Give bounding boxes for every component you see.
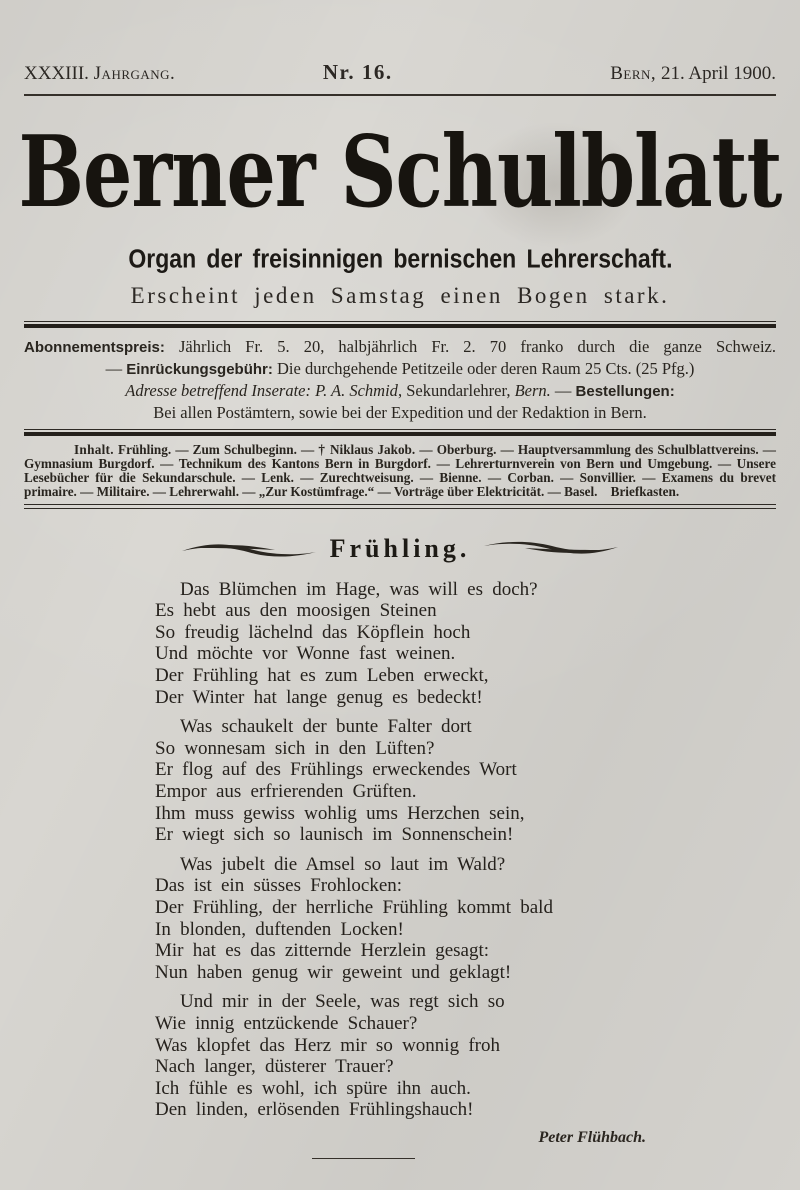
- orders-label: Bestellungen:: [575, 383, 675, 400]
- volume-word: Jahrgang.: [93, 63, 176, 84]
- dash: —: [554, 381, 572, 400]
- rule-thin: [24, 429, 776, 430]
- toc-entries: Frühling. — Zum Schulbeginn. — † Niklaus Jakob. — Oberburg. — Hauptversammlung des Schulblattvereins. — Gymnasium Burgdorf. — Technikum des Kantons Bern in Burgdorf. — Lehrerturnverein von Bern und Umgebung. — Unsere Lesebücher für die Sekundarschule. — Lenk. — Zurechtweisung. — Bienne. — Corban. — Sonvillier. — Examens du brevet primaire. — Militaire. — Lehrerwahl. — „Zur Kostümfrage.“ — Vorträge über Elektricität. — Basel. Briefkasten.: [24, 442, 776, 499]
- poem-line: Nach langer, düsterer Trauer?: [155, 1056, 394, 1078]
- imprint-line-subscription: [24, 336, 776, 358]
- divider-thin-thick-mid: [24, 429, 776, 436]
- editor-role: , Sekundarlehrer,: [397, 381, 511, 400]
- issue-header-row: [24, 60, 776, 85]
- rule-thin: [24, 508, 776, 509]
- insertion-fee-label: Einrückungsgebühr:: [126, 361, 273, 378]
- volume-number: XXXIII.: [24, 63, 89, 84]
- dateline: [610, 63, 776, 85]
- masthead-subtitle-wrap: [24, 246, 776, 274]
- subscription-price-label: Abonnementspreis:: [24, 339, 165, 356]
- poem-stanza-2: [155, 716, 776, 846]
- dash: —: [105, 359, 123, 378]
- poem-stanza-3: [155, 854, 776, 984]
- insertion-fee-text: Die durchgehende Petitzeile oder deren Raum 25 Cts. (25 Pfg.): [277, 359, 695, 378]
- masthead: [18, 106, 782, 238]
- poem-line: Was schaukelt der bunte Falter dort: [180, 716, 472, 738]
- publication-tagline: Erscheint jeden Samstag einen Bogen stark.: [130, 283, 670, 308]
- poem-stanza-4: [155, 991, 776, 1121]
- rule-thin: [24, 321, 776, 322]
- header-rule: [24, 94, 776, 96]
- poem-line: Wie innig entzückende Schauer?: [155, 1012, 418, 1034]
- poem-line: Empor aus erfrierenden Grüften.: [155, 780, 417, 802]
- article-end-rule: [312, 1158, 415, 1159]
- poem-line: So freudig lächelnd das Köpflein hoch: [155, 621, 471, 643]
- poem-line: Den linden, erlösenden Frühlingshauch!: [155, 1099, 474, 1121]
- poem-line: Was jubelt die Amsel so laut im Wald?: [180, 853, 506, 875]
- poem-line: Ich fühle es wohl, ich spüre ihn auch.: [155, 1077, 471, 1099]
- ads-address-label: Adresse betreffend Inserate:: [125, 381, 311, 400]
- imprint-block: [24, 336, 776, 423]
- imprint-line-address: [24, 380, 776, 402]
- poem-line: In blonden, duftenden Locken!: [155, 918, 404, 940]
- rule-thick: [24, 432, 776, 436]
- editor-name: P. A. Schmid: [315, 381, 398, 400]
- poem-line: Der Frühling, der herrliche Frühling kommt bald: [155, 896, 553, 918]
- poem-line: Das Blümchen im Hage, was will es doch?: [180, 578, 538, 600]
- poem-line: Das ist ein süsses Frohlocken:: [155, 875, 403, 897]
- rule-thin: [24, 504, 776, 505]
- poem: [155, 579, 776, 1121]
- divider-double-thin: [24, 504, 776, 509]
- table-of-contents: [24, 443, 776, 499]
- newspaper-title: Berner Schulblatt: [18, 113, 782, 230]
- newspaper-subtitle: Organ der freisinnigen bernischen Lehrerschaft.: [127, 244, 673, 275]
- poem-line: Und mir in der Seele, was regt sich so: [180, 991, 505, 1013]
- poem-line: Mir hat es das zitternde Herzlein gesagt:: [155, 940, 490, 962]
- toc-label: Inhalt.: [74, 442, 114, 457]
- poem-line: Was klopfet das Herz mir so wonnig froh: [155, 1034, 500, 1056]
- poem-line: Er wiegt sich so launisch im Sonnenschein!: [155, 824, 514, 846]
- article-title: Frühling.: [329, 533, 471, 563]
- poem-line: Der Winter hat lange genug es bedeckt!: [155, 686, 483, 708]
- swash-flourish-right-icon: [482, 540, 620, 558]
- poem-line: Nun haben genug wir geweint und geklagt!: [155, 961, 512, 983]
- swash-flourish-left-icon: [180, 540, 318, 558]
- dateline-date: 21. April 1900.: [660, 63, 776, 84]
- poem-stanza-1: [155, 579, 776, 709]
- poem-line: Der Frühling hat es zum Leben erweckt,: [155, 665, 489, 686]
- editor-city: Bern.: [514, 381, 551, 400]
- imprint-line-insertion-fee: [24, 358, 776, 380]
- volume-label: [24, 63, 175, 85]
- subscription-price-text: Jährlich Fr. 5. 20, halbjährlich Fr. 2. 70 franko durch die ganze Schweiz.: [178, 337, 776, 356]
- poem-line: So wonnesam sich in den Lüften?: [155, 737, 435, 759]
- poem-line: Es hebt aus den moosigen Steinen: [155, 600, 437, 622]
- author-signature: Peter Flühbach.: [538, 1128, 646, 1146]
- dateline-city: Bern,: [610, 63, 657, 84]
- article-heading-row: [24, 534, 776, 564]
- imprint-line-orders: Bei allen Postämtern, sowie bei der Expedition und der Redaktion in Bern.: [153, 403, 647, 422]
- poem-line: Und möchte vor Wonne fast weinen.: [155, 643, 456, 665]
- poem-line: Ihm muss gewiss wohlig ums Herzchen sein,: [155, 802, 525, 824]
- rule-thick: [24, 324, 776, 328]
- poem-line: Er flog auf des Frühlings erweckendes Wort: [155, 759, 517, 781]
- issue-number: Nr. 16.: [322, 60, 393, 84]
- divider-thin-thick-top: [24, 321, 776, 328]
